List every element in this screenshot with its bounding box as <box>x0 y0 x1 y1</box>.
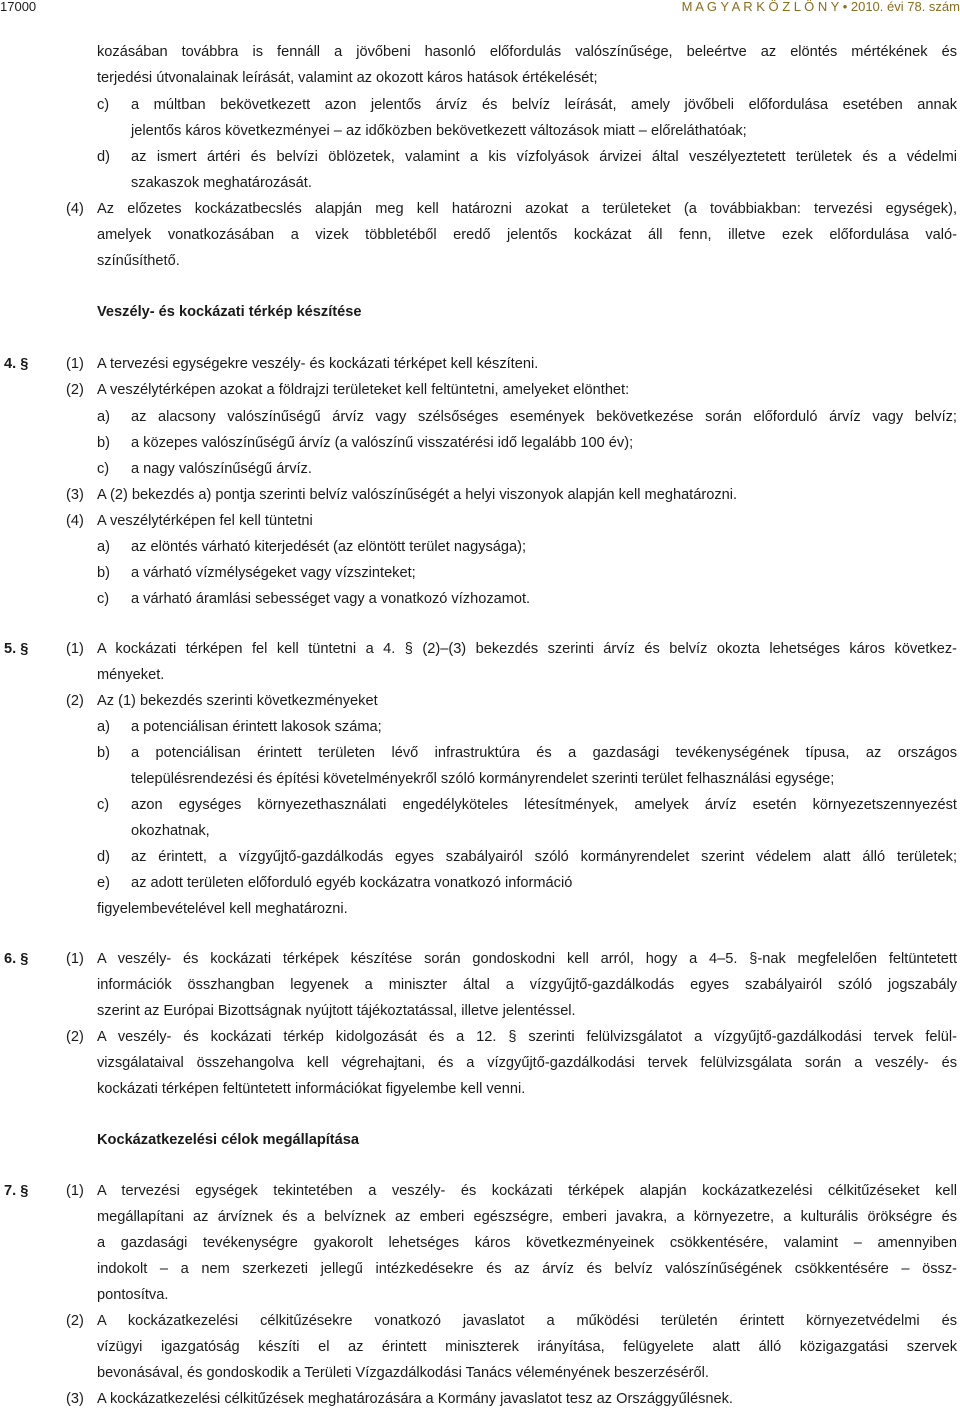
journal-title: M A G Y A R K Ö Z L Ö N Y • 2010. évi 78. szám <box>681 0 960 14</box>
page-header <box>0 0 960 13</box>
page-number: 17000 <box>0 0 37 14</box>
